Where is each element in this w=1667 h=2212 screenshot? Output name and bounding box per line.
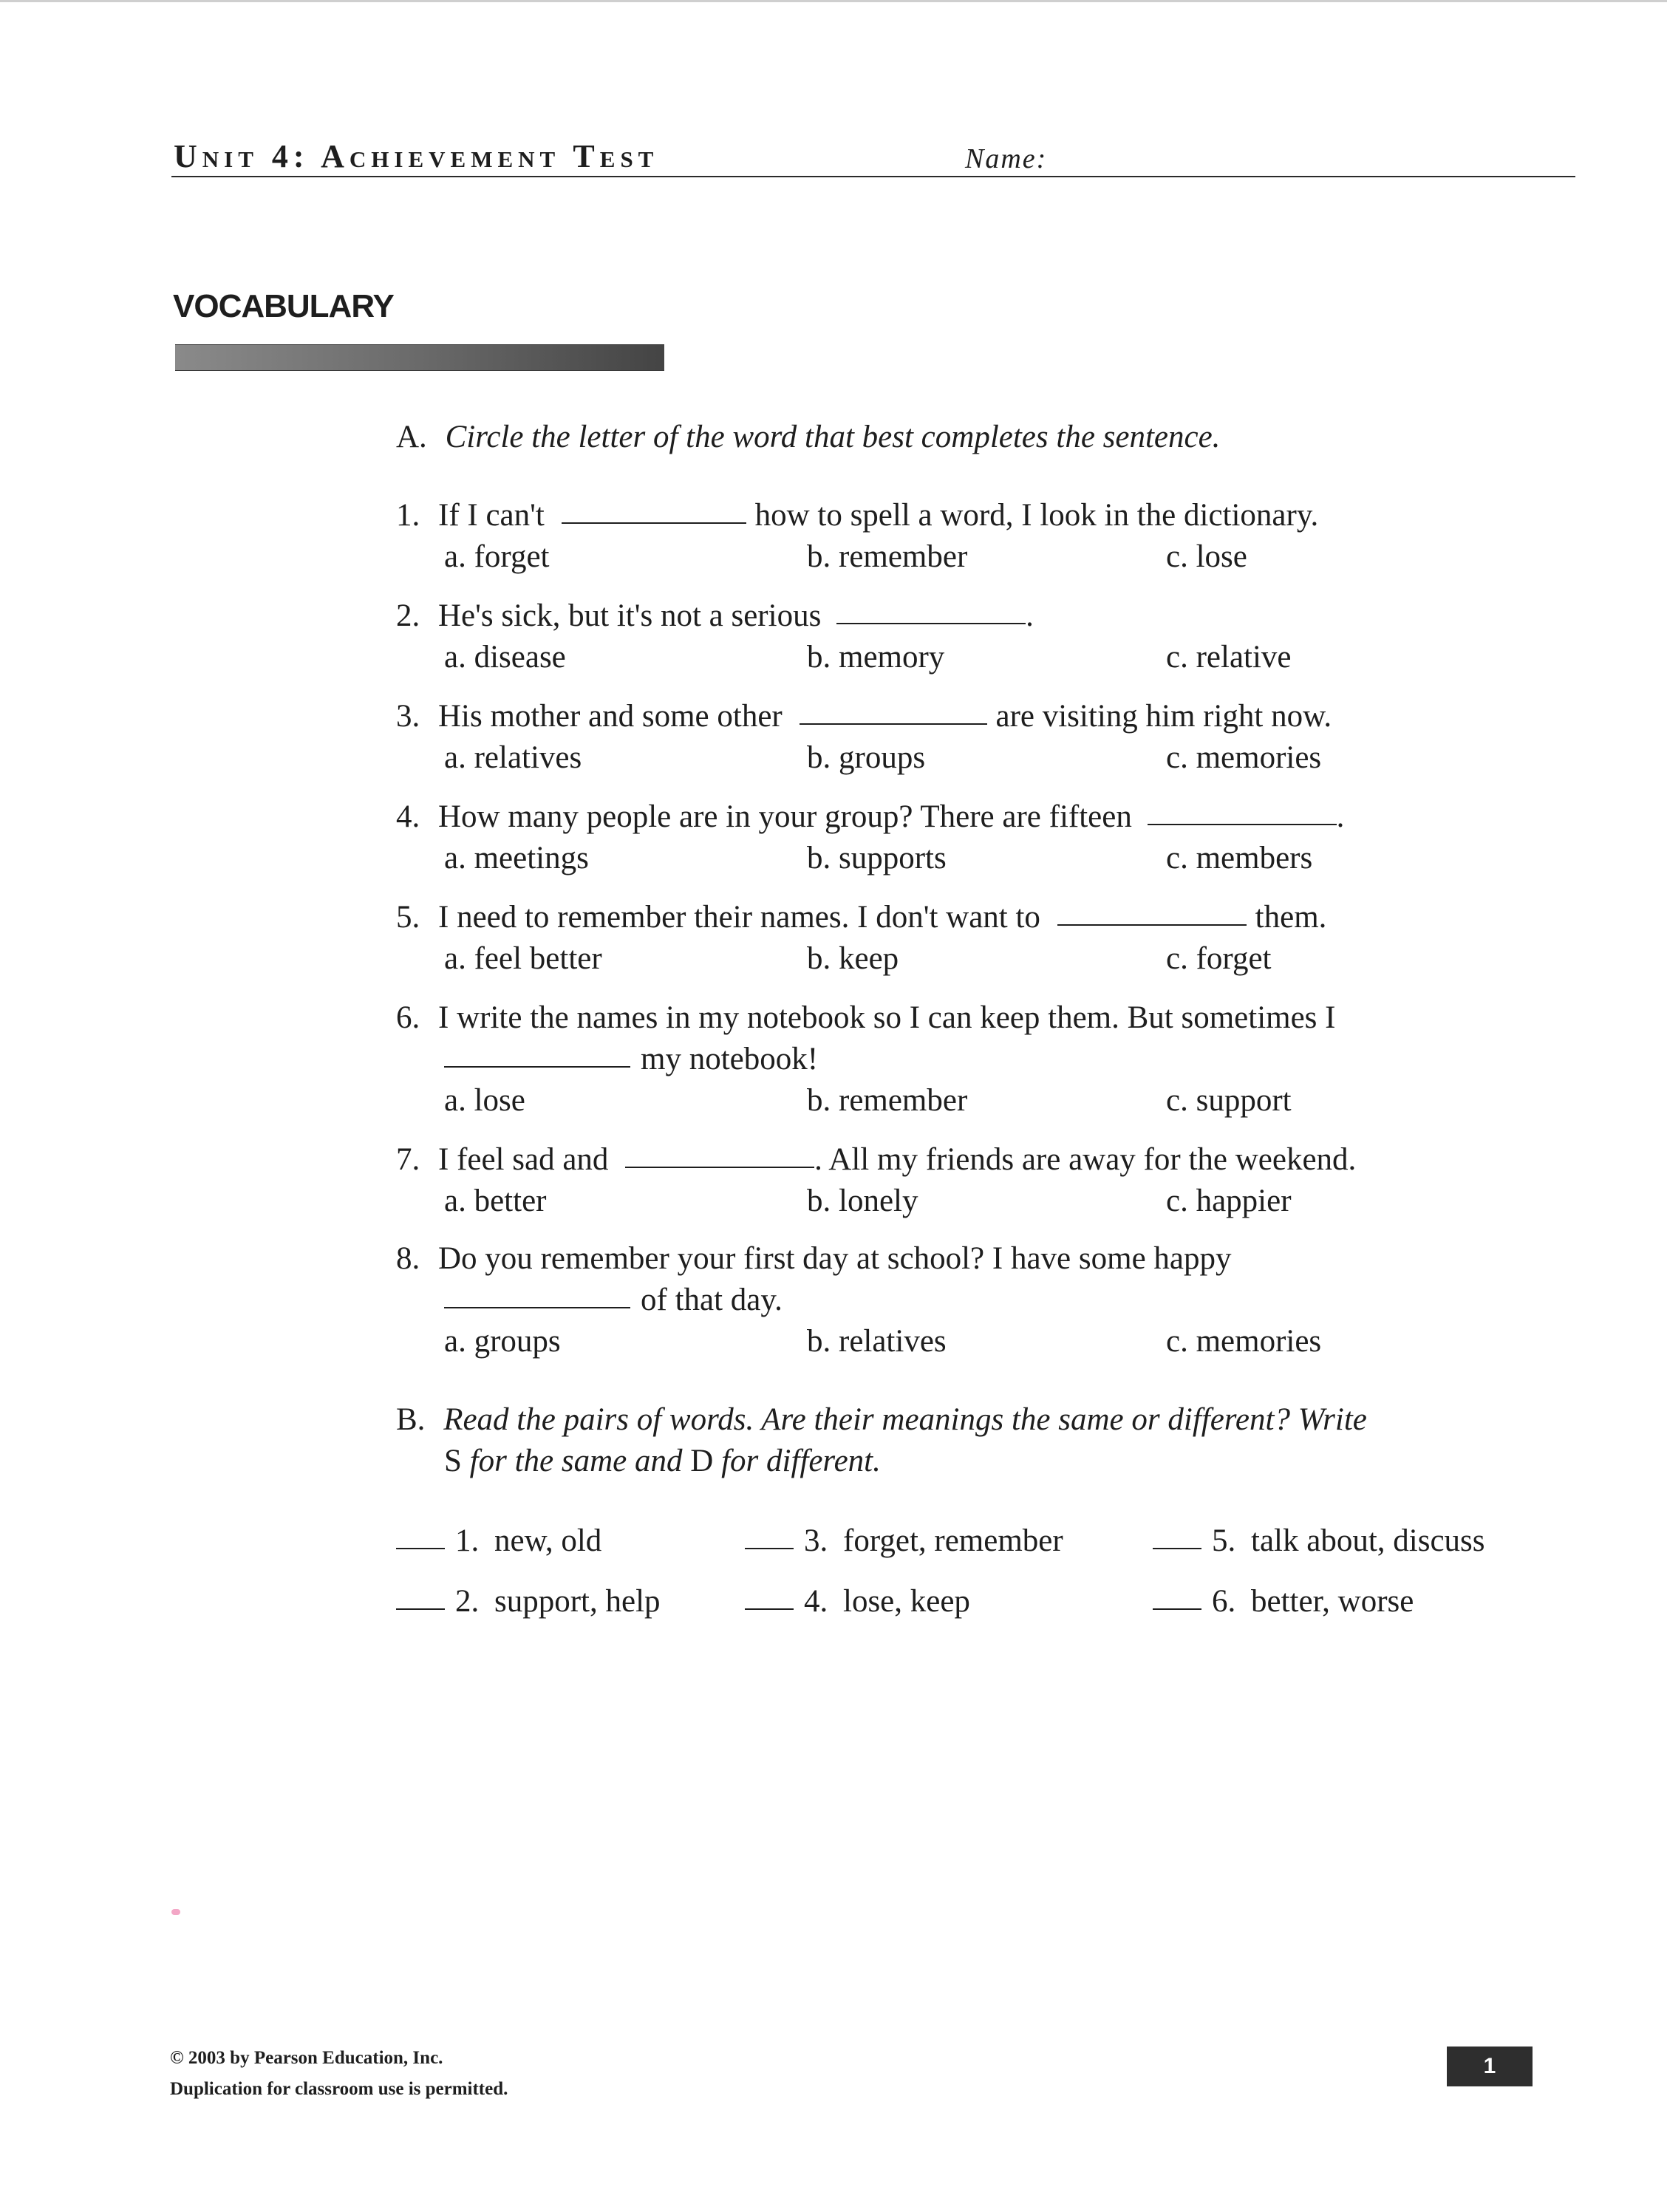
question-8-continued bbox=[444, 1284, 783, 1316]
question-2 bbox=[396, 600, 1034, 632]
option-c[interactable]: c. happier bbox=[1166, 1184, 1292, 1218]
answer-blank[interactable] bbox=[444, 1307, 630, 1308]
option-b[interactable]: b. keep bbox=[807, 941, 899, 976]
part-b-instruction-text: Read the pairs of words. Are their meanings the same or different? Write bbox=[443, 1402, 1367, 1437]
part-a-letter: A. bbox=[396, 420, 427, 454]
copyright-notice: © 2003 by Pearson Education, Inc. bbox=[170, 2048, 443, 2068]
part-b-instruction bbox=[396, 1404, 1367, 1436]
answer-blank[interactable] bbox=[745, 1608, 794, 1610]
option-b[interactable]: b. remember bbox=[807, 1083, 968, 1118]
page-number: 1 bbox=[1447, 2047, 1533, 2086]
option-a[interactable]: a. disease bbox=[444, 640, 566, 675]
question-1 bbox=[396, 499, 1318, 531]
option-a[interactable]: a. meetings bbox=[444, 841, 589, 875]
answer-blank[interactable] bbox=[1153, 1548, 1201, 1549]
question-text-end: my notebook! bbox=[641, 1042, 819, 1076]
option-c[interactable]: c. members bbox=[1166, 841, 1313, 875]
answer-blank[interactable] bbox=[625, 1167, 814, 1168]
question-6-continued bbox=[444, 1043, 818, 1075]
pair-item-4: 4. lose, keep bbox=[745, 1585, 970, 1617]
option-c[interactable]: c. relative bbox=[1166, 640, 1292, 675]
question-8 bbox=[396, 1243, 1232, 1274]
pair-item-6: 6. better, worse bbox=[1153, 1585, 1414, 1617]
answer-blank[interactable] bbox=[1148, 824, 1337, 825]
option-a[interactable]: a. forget bbox=[444, 539, 550, 574]
option-b[interactable]: b. lonely bbox=[807, 1184, 918, 1218]
answer-blank[interactable] bbox=[1057, 924, 1247, 926]
question-number: 2. bbox=[396, 598, 420, 633]
answer-blank[interactable] bbox=[1153, 1608, 1201, 1610]
answer-blank[interactable] bbox=[562, 522, 746, 524]
part-a-instruction bbox=[396, 421, 1220, 453]
pair-item-1: 1. new, old bbox=[396, 1525, 601, 1557]
question-text-end: how to spell a word, I look in the dictionary. bbox=[754, 498, 1319, 533]
option-a[interactable]: a. better bbox=[444, 1184, 547, 1218]
answer-blank[interactable] bbox=[745, 1548, 794, 1549]
option-a[interactable]: a. lose bbox=[444, 1083, 525, 1118]
option-b[interactable]: b. relatives bbox=[807, 1324, 947, 1359]
question-7 bbox=[396, 1144, 1356, 1175]
question-text: I need to remember their names. I don't want to bbox=[438, 900, 1040, 935]
option-c[interactable]: c. lose bbox=[1166, 539, 1247, 574]
option-b[interactable]: b. supports bbox=[807, 841, 947, 875]
question-text-end: . bbox=[1026, 598, 1034, 633]
question-5 bbox=[396, 901, 1326, 933]
question-6 bbox=[396, 1002, 1335, 1034]
option-c[interactable]: c. memories bbox=[1166, 740, 1322, 775]
question-text: I feel sad and bbox=[438, 1142, 609, 1177]
question-number: 3. bbox=[396, 699, 420, 734]
answer-blank[interactable] bbox=[396, 1608, 445, 1610]
permission-notice: Duplication for classroom use is permitted. bbox=[170, 2079, 508, 2099]
question-text-end: . All my friends are away for the weekend. bbox=[814, 1142, 1357, 1177]
option-a[interactable]: a. feel better bbox=[444, 941, 602, 976]
question-number: 7. bbox=[396, 1142, 420, 1177]
option-a[interactable]: a. groups bbox=[444, 1324, 561, 1359]
question-text: How many people are in your group? There are fifteen bbox=[438, 799, 1132, 834]
option-b[interactable]: b. memory bbox=[807, 640, 945, 675]
answer-blank[interactable] bbox=[800, 723, 987, 725]
question-text: He's sick, but it's not a serious bbox=[438, 598, 822, 633]
pair-item-5: 5. talk about, discuss bbox=[1153, 1525, 1485, 1557]
page-title: Unit 4: Achievement Test bbox=[174, 138, 659, 174]
question-text-end: . bbox=[1336, 799, 1345, 834]
part-b-instruction-line-2: S for the same and D for different. bbox=[444, 1444, 881, 1478]
question-number: 6. bbox=[396, 1000, 420, 1035]
ink-mark bbox=[171, 1909, 180, 1915]
question-3 bbox=[396, 700, 1332, 732]
name-label: Name: bbox=[965, 143, 1048, 174]
question-text: Do you remember your first day at school? I have some happy bbox=[438, 1241, 1232, 1276]
question-number: 8. bbox=[396, 1241, 420, 1276]
option-c[interactable]: c. memories bbox=[1166, 1324, 1322, 1359]
page-top-edge bbox=[0, 0, 1667, 2]
pair-item-3: 3. forget, remember bbox=[745, 1525, 1063, 1557]
question-4 bbox=[396, 801, 1344, 833]
question-text: I write the names in my notebook so I can keep them. But sometimes I bbox=[438, 1000, 1336, 1035]
question-text-end: them. bbox=[1255, 900, 1327, 935]
part-b-letter: B. bbox=[396, 1402, 426, 1437]
answer-blank[interactable] bbox=[444, 1066, 630, 1068]
answer-blank[interactable] bbox=[396, 1548, 445, 1549]
option-c[interactable]: c. forget bbox=[1166, 941, 1272, 976]
question-number: 4. bbox=[396, 799, 420, 834]
option-c[interactable]: c. support bbox=[1166, 1083, 1292, 1118]
question-text-end: of that day. bbox=[641, 1283, 783, 1317]
option-b[interactable]: b. remember bbox=[807, 539, 968, 574]
question-number: 5. bbox=[396, 900, 420, 935]
question-text: His mother and some other bbox=[438, 699, 783, 734]
section-bar bbox=[175, 344, 664, 371]
question-text-end: are visiting him right now. bbox=[995, 699, 1332, 734]
section-title: VOCABULARY bbox=[173, 288, 394, 324]
question-text: If I can't bbox=[438, 498, 545, 533]
header-rule bbox=[171, 176, 1575, 177]
option-a[interactable]: a. relatives bbox=[444, 740, 582, 775]
answer-blank[interactable] bbox=[836, 623, 1026, 624]
question-number: 1. bbox=[396, 498, 420, 533]
part-a-instruction-text: Circle the letter of the word that best completes the sentence. bbox=[445, 420, 1221, 454]
option-b[interactable]: b. groups bbox=[807, 740, 926, 775]
pair-item-2: 2. support, help bbox=[396, 1585, 661, 1617]
